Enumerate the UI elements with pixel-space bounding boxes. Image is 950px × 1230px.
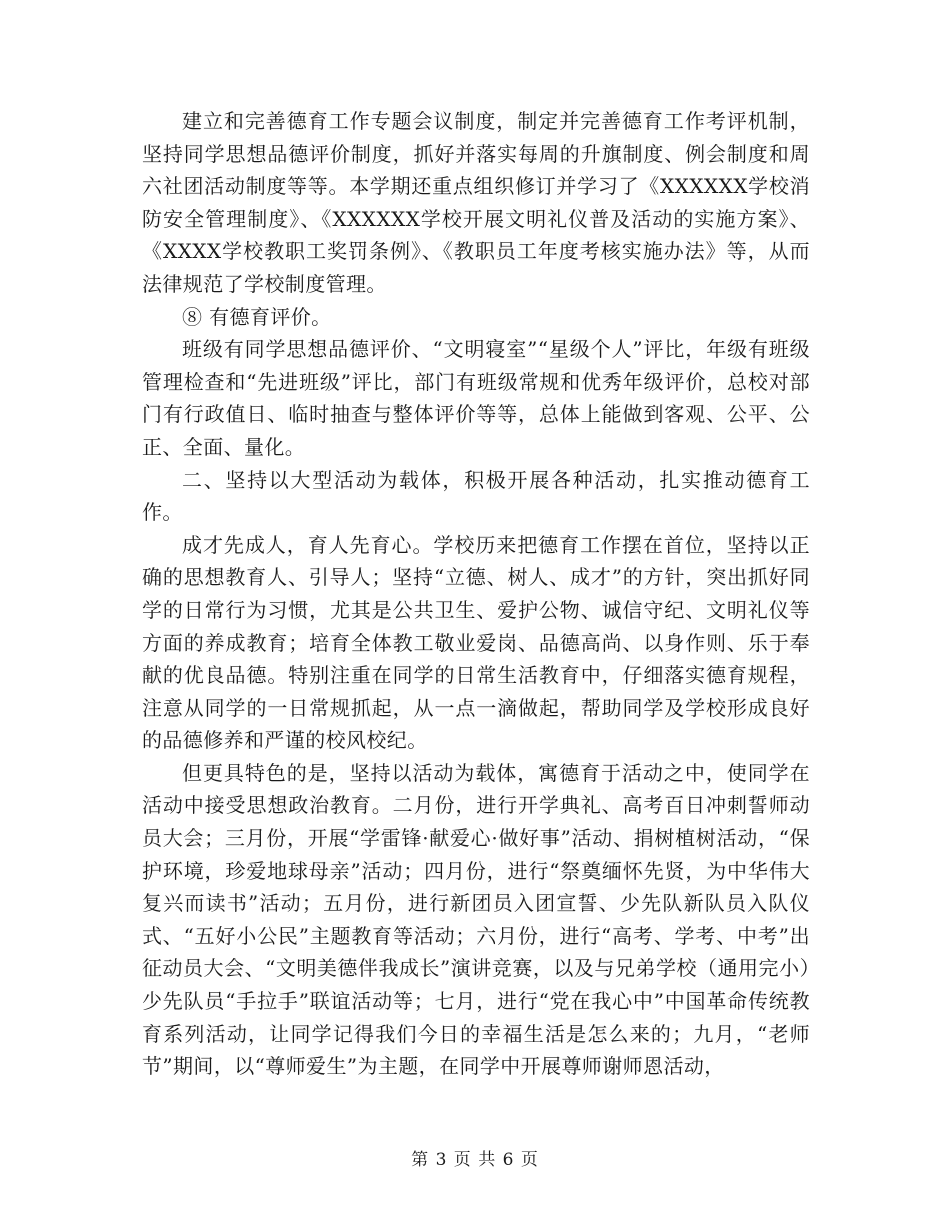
paragraph-moral-evaluation: 班级有同学思想品德评价、“文明寝室”“星级个人”评比，年级有班级管理检查和“先进班级”评比，部门有班级常规和优秀年级评价，总校对部门有行政值日、临时抽查与整体评价等等，总体上能做到客观、公平、公正、全面、量化。 [142, 337, 810, 459]
paragraph-management-rules: 建立和完善德育工作专题会议制度，制定并完善德育工作考评机制，坚持同学思想品德评价制度，抓好并落实每周的升旗制度、例会制度和周六社团活动制度等等。本学期还重点组织修订并学习了《XXXXXX学校消防安全管理制度》、《XXXXXX学校开展文明礼仪普及活动的实施方案》、《XXXX学校教职工奖罚条例》、《教职员工年度考核实施办法》等，从而法律规范了学校制度管理。 [142, 109, 810, 296]
paragraph-activity-calendar: 但更具特色的是，坚持以活动为载体，寓德育于活动之中，使同学在活动中接受思想政治教育。二月份，进行开学典礼、高考百日冲刺誓师动员大会；三月份，开展“学雷锋·献爱心·做好事”活动、捐树植树活动，“保护环境，珍爱地球母亲”活动；四月份，进行“祭奠缅怀先贤，为中华伟大复兴而读书”活动；五月份，进行新团员入团宣誓、少先队新队员入队仪式、“五好小公民”主题教育等活动；六月份，进行“高考、学考、中考”出征动员大会、“文明美德伴我成长”演讲竞赛，以及与兄弟学校（通用完小）少先队员“手拉手”联谊活动等；七月，进行“党在我心中”中国革命传统教育系列活动，让同学记得我们今日的幸福生活是怎么来的；九月，“老师节”期间，以“尊师爱生”为主题，在同学中开展尊师谢师恩活动， [142, 760, 810, 1079]
paragraph-moral-evaluation-heading: ⑧ 有德育评价。 [182, 304, 332, 329]
page-number-footer: 第 3 页 共 6 页 [411, 1150, 539, 1170]
paragraph-character-education: 成才先成人，育人先育心。学校历来把德育工作摆在首位，坚持以正确的思想教育人、引导人；坚持“立德、树人、成才”的方针，突出抓好同学的日常行为习惯，尤其是公共卫生、爱护公物、诚信守纪、文明礼仪等方面的养成教育；培育全体教工敬业爱岗、品德高尚、以身作则、乐于奉献的优良品德。特别注重在同学的日常生活教育中，仔细落实德育规程，注意从同学的一日常规抓起，从一点一滴做起，帮助同学及学校形成良好的品德修养和严谨的校风校纪。 [142, 532, 810, 753]
section-heading-activities: 二、坚持以大型活动为载体，积极开展各种活动，扎实推动德育工作。 [142, 467, 810, 525]
document-body [142, 105, 810, 1083]
